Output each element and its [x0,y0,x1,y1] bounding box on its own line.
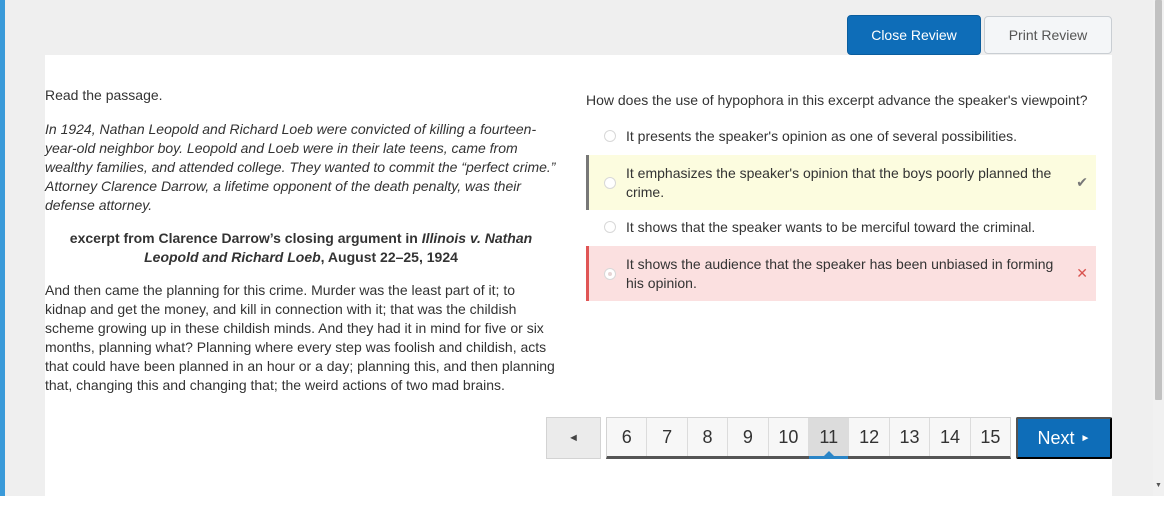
scroll-down-arrow-icon[interactable]: ▼ [1155,482,1162,489]
answer-option-3[interactable] [586,217,1096,237]
answer-option-1[interactable] [586,126,1096,146]
page-12[interactable]: 12 [849,418,889,456]
page-9[interactable]: 9 [728,418,768,456]
previous-button[interactable] [546,417,601,459]
current-page-caret-icon [824,451,834,456]
print-review-button[interactable]: Print Review [984,16,1112,54]
answer-option-text: It shows the audience that the speaker has been unbiased in forming his opinion. [626,255,1054,291]
page-10[interactable]: 10 [769,418,809,456]
page-15[interactable]: 15 [980,426,1001,447]
excerpt-heading [45,229,557,267]
passage-intro: In 1924, Nathan Leopold and Richard Loeb were convicted of killing a fourteen-year-old neighbor boy. Leopold and Loeb were in their late teens, came from wealthy families, and attended college. They wanted to commit the “perfect crime.” Attorney Clarence Darrow, a lifetime opponent of the death penalty, was their defense attorney. [45,121,556,213]
next-button[interactable] [1016,417,1112,459]
radio-button-selected[interactable] [604,268,616,280]
left-arrow-icon: ◄ [568,432,579,444]
close-x-icon: ✕ [1076,265,1088,281]
radio-button[interactable] [604,130,616,142]
vertical-scrollbar[interactable] [1153,0,1164,496]
page-8[interactable]: 8 [688,418,728,456]
question-prompt: How does the use of hypophora in this excerpt advance the speaker's viewpoint? [586,92,1088,108]
right-arrow-icon: ► [1080,432,1091,444]
scrollbar-thumb[interactable] [1155,0,1162,400]
passage-panel [45,86,557,395]
answer-option-text: It emphasizes the speaker's opinion that the boys poorly planned the crime. [626,164,1052,200]
next-button-label: Next [1037,427,1075,448]
radio-button[interactable] [604,177,616,189]
checkmark-icon: ✔ [1076,174,1088,190]
radio-button[interactable] [604,221,616,233]
excerpt-heading-date: , August 22–25, 1924 [320,249,458,265]
excerpt-case-title: Illinois v. Nathan Leopold and Richard Loeb [144,230,533,265]
page-11-current[interactable] [809,418,849,456]
excerpt-body: And then came the planning for this crime. Murder was the least part of it; to kidnap and get the money, and kill in connection with it; that was the childish scheme growing up in these childish minds. And they had it in mind for five or six months, planning what? Planning where every step was foolish and childish, acts that could have been planned in an hour or a day; planning this, and then planning that, changing this and changing that; the weird actions of two mad brains. [45,282,555,393]
left-gutter [5,55,45,496]
close-review-button[interactable]: Close Review [847,15,981,55]
page-6[interactable]: 6 [607,418,647,456]
excerpt-heading-prefix: excerpt from Clarence Darrow’s closing argument in [69,230,422,246]
page-7[interactable]: 7 [647,418,687,456]
page-14[interactable]: 14 [930,418,970,456]
answer-option-2-correct[interactable] [586,155,1096,210]
right-gutter [1112,55,1153,496]
answer-option-text: It shows that the speaker wants to be merciful toward the criminal. [626,218,1036,235]
answer-option-4-incorrect[interactable] [586,246,1096,301]
question-pager [606,417,1011,459]
page-number: 11 [819,426,839,447]
passage-instruction: Read the passage. [45,87,163,103]
page-13[interactable]: 13 [890,418,930,456]
answer-option-text: It presents the speaker's opinion as one of several possibilities. [626,127,1018,144]
